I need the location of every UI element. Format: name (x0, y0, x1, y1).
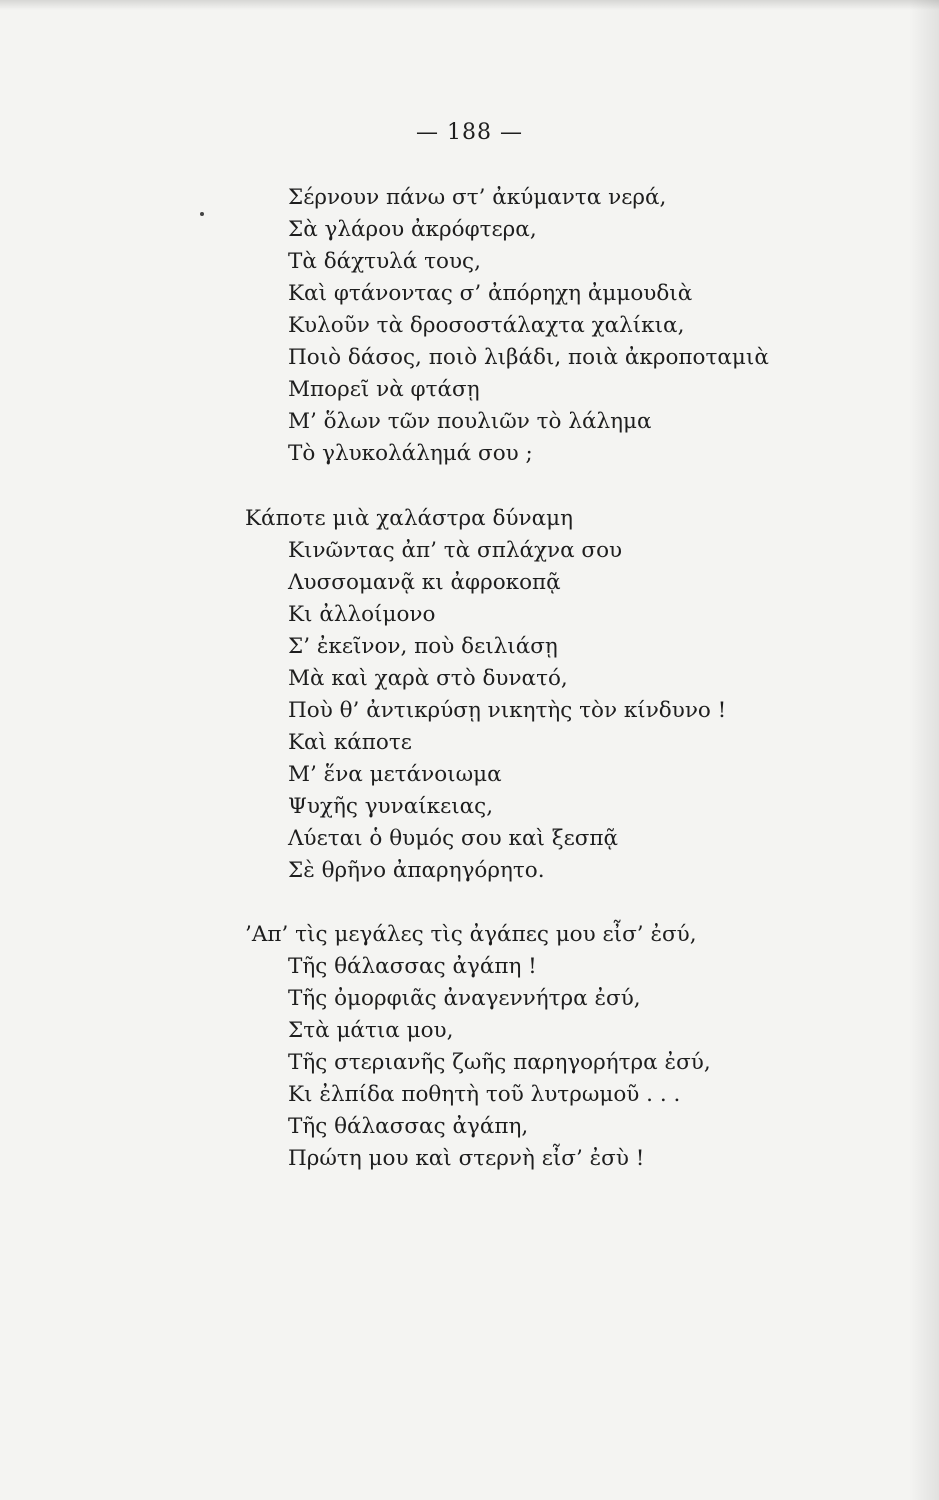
poem-line: Ποιὸ δάσος, ποιὸ λιβάδι, ποιὰ ἀκροποταμιὰ (288, 345, 769, 370)
poem-line: Τῆς στεριανῆς ζωῆς παρηγορήτρα ἐσύ, (288, 1050, 711, 1075)
poem-line: Τὸ γλυκολάλημά σου ; (288, 441, 533, 466)
poem-line: Κινῶντας ἀπ’ τὰ σπλάχνα σου (288, 538, 623, 563)
page-number: — 188 — (416, 120, 523, 145)
page-top-edge-shadow (0, 0, 939, 10)
poem-line: Λύεται ὁ θυμός σου καὶ ξεσπᾷ (288, 826, 619, 851)
poem-line: Κυλοῦν τὰ δροσοστάλαχτα χαλίκια, (288, 313, 685, 338)
page-right-edge-shadow (909, 0, 939, 1500)
poem-line: Καὶ φτάνοντας σ’ ἀπόρηχη ἀμμουδιὰ (288, 281, 693, 306)
poem-line: Μπορεῖ νὰ φτάσῃ (288, 377, 480, 402)
poem-line: Σὲ θρῆνο ἀπαρηγόρητο. (288, 858, 545, 883)
poem-line: Κάποτε μιὰ χαλάστρα δύναμη (245, 506, 573, 531)
poem-line: Σ’ ἐκεῖνον, ποὺ δειλιάσῃ (288, 634, 558, 659)
poem-line: Στὰ μάτια μου, (288, 1018, 454, 1043)
poem-line: Τῆς θάλασσας ἀγάπη ! (288, 954, 537, 979)
poem-line: Σέρνουν πάνω στ’ ἀκύμαντα νερά, (288, 185, 667, 210)
poem-line: Μ’ ἕνα μετάνοιωμα (288, 762, 502, 787)
ink-speck (200, 212, 204, 216)
poem-line: Μ’ ὅλων τῶν πουλιῶν τὸ λάλημα (288, 409, 652, 434)
poem-line: Μὰ καὶ χαρὰ στὸ δυνατό, (288, 666, 568, 691)
poem-line: Κι ἐλπίδα ποθητὴ τοῦ λυτρωμοῦ . . . (288, 1082, 681, 1107)
poem-line: Ψυχῆς γυναίκειας, (288, 794, 494, 819)
poem-line: ’Απ’ τὶς μεγάλες τὶς ἀγάπες μου εἶσ’ ἐσύ, (245, 922, 697, 947)
poem-line: Κι ἀλλοίμονο (288, 602, 436, 627)
poem-line: Τῆς ὀμορφιᾶς ἀναγεννήτρα ἐσύ, (288, 986, 641, 1011)
poem-line: Ποὺ θ’ ἀντικρύσῃ νικητὴς τὸν κίνδυνο ! (288, 698, 727, 723)
poem-line: Πρώτη μου καὶ στερνὴ εἶσ’ ἐσὺ ! (288, 1146, 645, 1171)
poem-line: Σὰ γλάρου ἀκρόφτερα, (288, 217, 537, 242)
poem-line: Λυσσομανᾷ κι ἀφροκοπᾷ (288, 570, 561, 595)
poem-line: Τῆς θάλασσας ἀγάπη, (288, 1114, 529, 1139)
poem-line: Καὶ κάποτε (288, 730, 412, 755)
poem-line: Τὰ δάχτυλά τους, (288, 249, 481, 274)
